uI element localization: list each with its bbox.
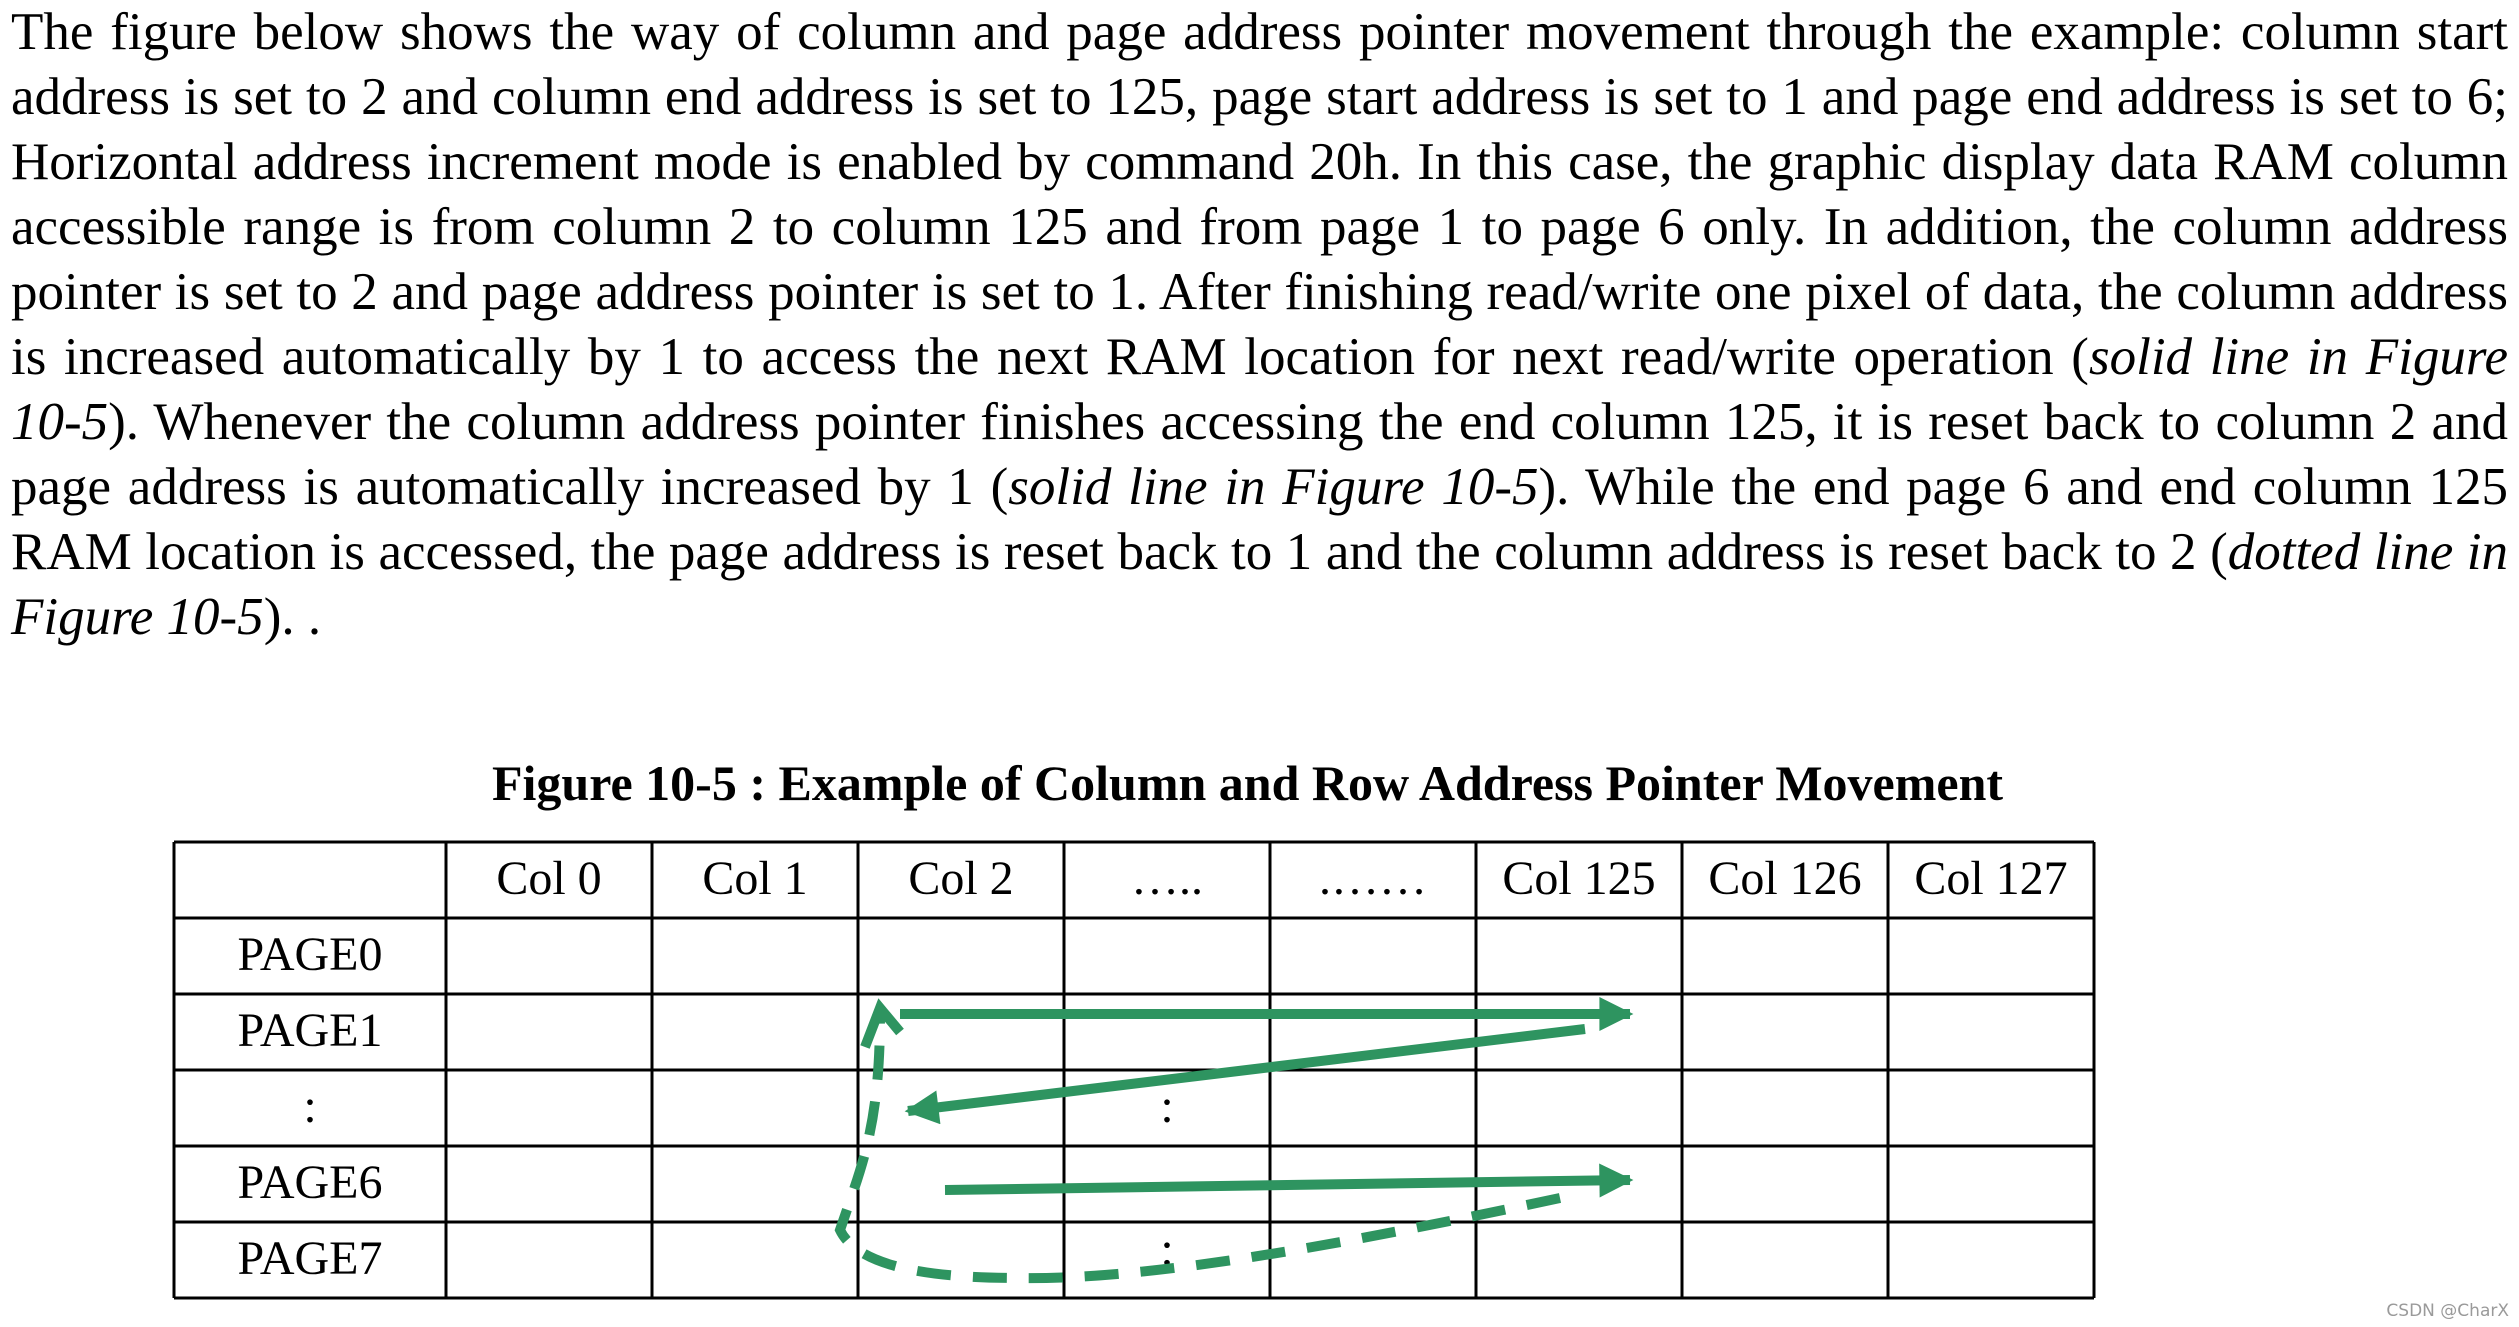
column-header: Col 1 [702, 852, 808, 906]
column-header: Col 2 [908, 852, 1014, 906]
dashed-arrowhead-icon [865, 1008, 900, 1047]
row-label: PAGE7 [237, 1232, 383, 1286]
figure-caption-text: Figure 10-5 : Example of Column and Row Address Pointer Movement [491, 755, 2004, 811]
watermark: CSDN @CharX [2386, 1301, 2509, 1321]
paragraph-italic-2: solid line in Figure 10-5 [1008, 458, 1539, 516]
paragraph-text-2: ). Whenever the column address pointer finishes accessing the end column 125, it is reset back to column 2 and page address is automatically increased by 1 ( [11, 393, 2508, 516]
paragraph-text-4: ). . [263, 588, 322, 646]
middle-dots-row4: : [1160, 1223, 1174, 1277]
pointer-arrows [840, 1008, 1630, 1278]
column-header: Col 125 [1502, 852, 1656, 906]
row-label: PAGE0 [237, 928, 383, 982]
middle-dots-row2: : [1160, 1080, 1174, 1134]
paragraph-text-3: ). While the end page 6 and end column 125 RAM location is accessed, the page address is reset back to 1 and the column address is reset back to 2 ( [11, 458, 2508, 581]
column-header: Col 0 [496, 852, 602, 906]
row-label: PAGE6 [237, 1156, 383, 1210]
column-header: ….. [1131, 852, 1203, 906]
column-header: Col 126 [1708, 852, 1862, 906]
column-header: .…… [1319, 852, 1427, 906]
column-header: Col 127 [1914, 852, 2068, 906]
paragraph-italic-3: dotted line in Figure 10-5 [11, 523, 2508, 646]
ram-grid [174, 842, 2094, 1298]
paragraph-italic-1: solid line in Figure 10-5 [11, 328, 2508, 451]
row-label: PAGE1 [237, 1004, 383, 1058]
solid-arrow-page6 [945, 1180, 1630, 1190]
row-label: : [303, 1080, 317, 1134]
paragraph-text-1: The figure below shows the way of column and page address pointer movement through the example: column start address is set to 2 and column end address is set to 125, page start address is set to 1 and page end address is set to 6; Horizontal address increment mode is enabled by command 20h. In this case, the graphic display data RAM column accessible range is from column 2 to column 125 and from page 1 to page 6 only. In addition, the column address pointer is set to 2 and page address pointer is set to 1. After finishing read/write one pixel of data, the column address is increased automatically by 1 to access the next RAM location for next read/write operation ( [11, 3, 2508, 386]
